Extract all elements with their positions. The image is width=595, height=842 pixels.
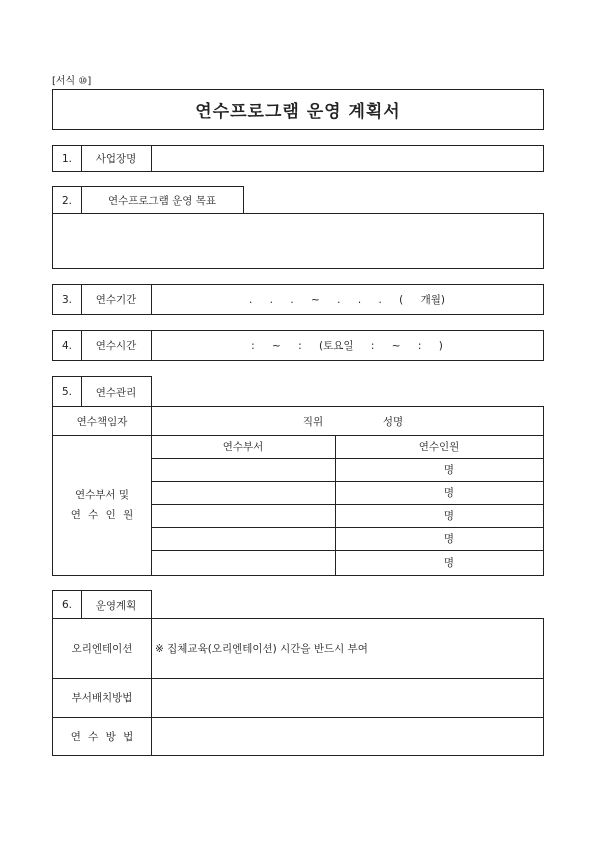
- placement-method-field[interactable]: [151, 678, 543, 717]
- section-3-number: 3.: [61, 293, 73, 306]
- dept-field-3[interactable]: [151, 504, 335, 527]
- document-title: 연수프로그램 운영 계획서: [52, 89, 544, 130]
- training-management-table: [52, 406, 544, 576]
- orientation-label: 오리엔테이션: [71, 643, 133, 655]
- count-field-5[interactable]: 명: [443, 556, 455, 569]
- name-field[interactable]: [415, 410, 535, 432]
- dept-count-subtable: [151, 435, 543, 575]
- dept-field-4[interactable]: [151, 527, 335, 550]
- section-2-number: 2.: [61, 194, 73, 207]
- dept-field-1[interactable]: [151, 458, 335, 481]
- orientation-field[interactable]: ※ 집체교육(오리엔테이션) 시간을 반드시 부여: [155, 643, 368, 655]
- col-header-count: 연수인원: [418, 441, 460, 453]
- position-field[interactable]: [335, 410, 375, 432]
- col-header-dept: 연수부서: [222, 441, 264, 453]
- training-period-field[interactable]: . . . ~ . . . ( 개월): [248, 294, 445, 306]
- count-field-2[interactable]: 명: [443, 487, 455, 499]
- section-3-label: 연수기간: [95, 294, 137, 306]
- section-4-row: [52, 330, 544, 361]
- manager-label: 연수책임자: [76, 415, 128, 428]
- section-4-label: 연수시간: [95, 340, 137, 352]
- position-label: 직위: [302, 415, 324, 428]
- dept-field-2[interactable]: [151, 481, 335, 504]
- dept-group-label-line2: 연 수 인 원: [70, 509, 134, 521]
- training-hours-field[interactable]: : ~ : (토요일 : ~ : ): [251, 340, 443, 352]
- name-label: 성명: [382, 415, 404, 428]
- training-goal-field[interactable]: [52, 213, 544, 269]
- workplace-name-field[interactable]: [151, 146, 543, 171]
- section-6-header: [52, 590, 152, 619]
- section-6-number: 6.: [61, 599, 73, 611]
- count-field-4[interactable]: 명: [443, 533, 455, 545]
- section-5-header: [52, 376, 152, 407]
- section-2-label: 연수프로그램 운영 목표: [107, 195, 217, 207]
- count-field-3[interactable]: 명: [443, 510, 455, 522]
- placement-method-label: 부서배치방법: [71, 692, 133, 704]
- section-3-row: [52, 284, 544, 315]
- dept-group-label-line1: 연수부서 및: [74, 489, 130, 501]
- dept-field-5[interactable]: [151, 550, 335, 574]
- section-2-header: [52, 186, 244, 214]
- section-6-label: 운영계획: [95, 599, 137, 612]
- training-method-label: 연 수 방 법: [70, 730, 134, 743]
- section-4-number: 4.: [61, 339, 73, 352]
- section-1-number: 1.: [61, 152, 73, 165]
- form-number-label: [서식 ⑩]: [52, 76, 92, 87]
- training-method-field[interactable]: [151, 717, 543, 755]
- section-5-number: 5.: [61, 386, 73, 398]
- count-field-1[interactable]: 명: [443, 464, 455, 476]
- operation-plan-table: [52, 618, 544, 756]
- section-1-label: 사업장명: [95, 153, 137, 165]
- section-5-label: 연수관리: [95, 386, 137, 399]
- dept-group-label: [53, 435, 151, 575]
- section-1-row: [52, 145, 544, 172]
